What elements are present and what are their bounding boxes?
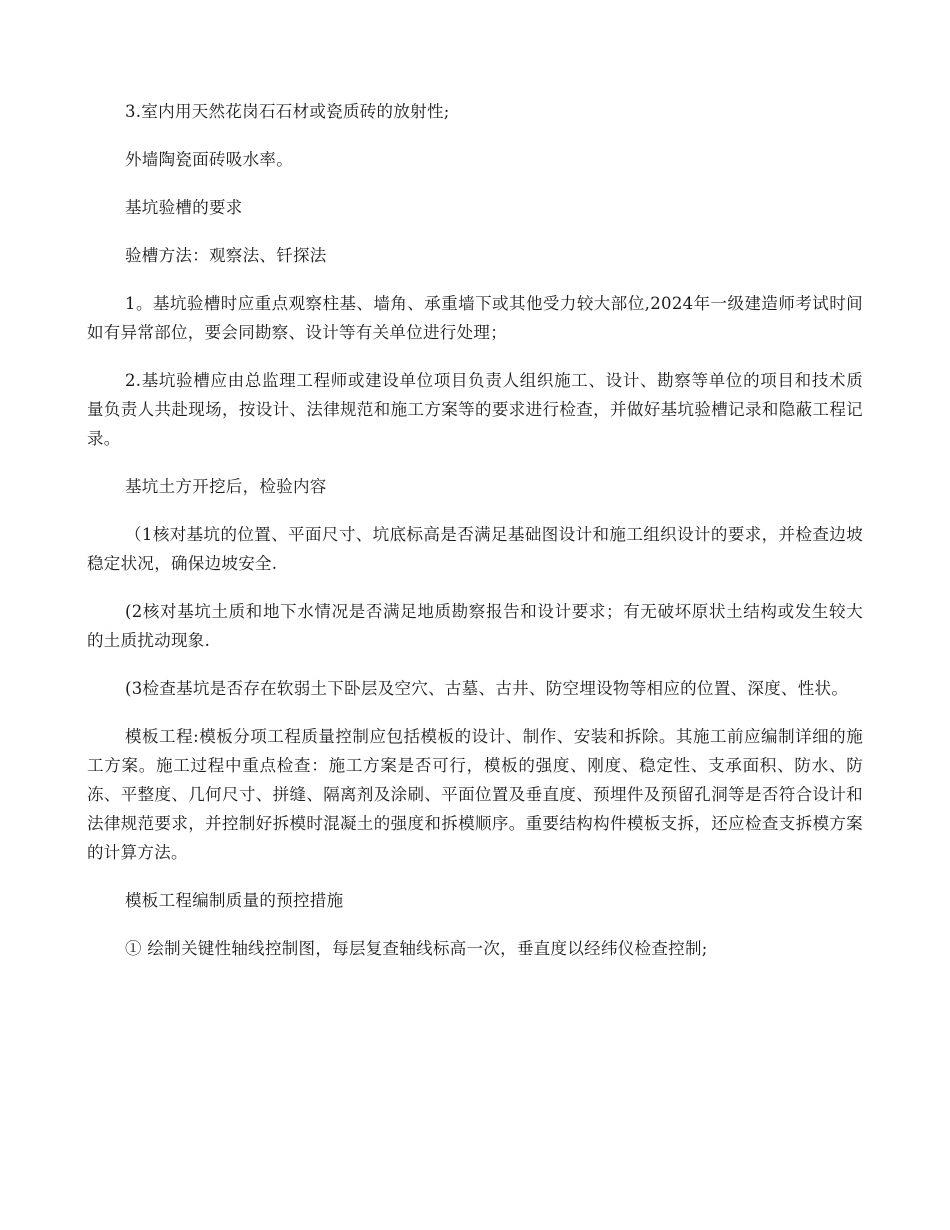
paragraph-measure-1: ① 绘制关键性轴线控制图，每层复查轴线标高一次，垂直度以经纬仪检查控制; xyxy=(125,939,708,958)
heading-formwork-precontrol: 模板工程编制质量的预控措施 xyxy=(125,891,344,910)
paragraph-check-2: (2核对基坑土质和地下水情况是否满足地质勘察报告和设计要求；有无破坏原状土结构或发生较大的土质扰动现象. xyxy=(87,602,863,650)
heading-trench-inspection: 基坑验槽的要求 xyxy=(125,198,243,217)
paragraph-check-3: (3检查基坑是否存在软弱土下卧层及空穴、古墓、古井、防空埋设物等相应的位置、深度、性状。 xyxy=(125,679,849,698)
paragraph-radioactivity: 3.室内用天然花岗石石材或瓷质砖的放射性; xyxy=(125,102,450,121)
paragraph-inspection-method: 验槽方法：观察法、钎探法 xyxy=(125,246,327,265)
paragraph-check-1: （1核对基坑的位置、平面尺寸、坑底标高是否满足基础图设计和施工组织设计的要求，并检查边坡稳定状况，确保边坡安全. xyxy=(87,525,863,573)
paragraph-formwork: 模板工程:模板分项工程质量控制应包括模板的设计、制作、安装和拆除。其施工前应编制详细的施工方案。施工过程中重点检查：施工方案是否可行，模板的强度、刚度、稳定性、支承面积、防水、防冻、平整度、几何尺寸、拼缝、隔离剂及涂刷、平面位置及垂直度、预埋件及预留孔洞等是否符合设计和法律规范要求，并控制好拆模时混凝土的强度和拆模顺序。重要结构构件模板支拆，还应检查支拆模方案的计算方法。 xyxy=(87,727,863,862)
paragraph-water-absorption: 外墙陶瓷面砖吸水率。 xyxy=(125,150,293,169)
paragraph-item-2: 2.基坑验槽应由总监理工程师或建设单位项目负责人组织施工、设计、勘察等单位的项目和技术质量负责人共赴现场，按设计、法律规范和施工方案等的要求进行检查，并做好基坑验槽记录和隐蔽工程记录。 xyxy=(87,371,863,448)
document-body xyxy=(87,97,863,982)
heading-excavation-content: 基坑土方开挖后，检验内容 xyxy=(125,477,327,496)
paragraph-item-1: 1。基坑验槽时应重点观察柱基、墙角、承重墙下或其他受力较大部位,2024年一级建造师考试时间如有异常部位，要会同勘察、设计等有关单位进行处理； xyxy=(87,294,863,342)
